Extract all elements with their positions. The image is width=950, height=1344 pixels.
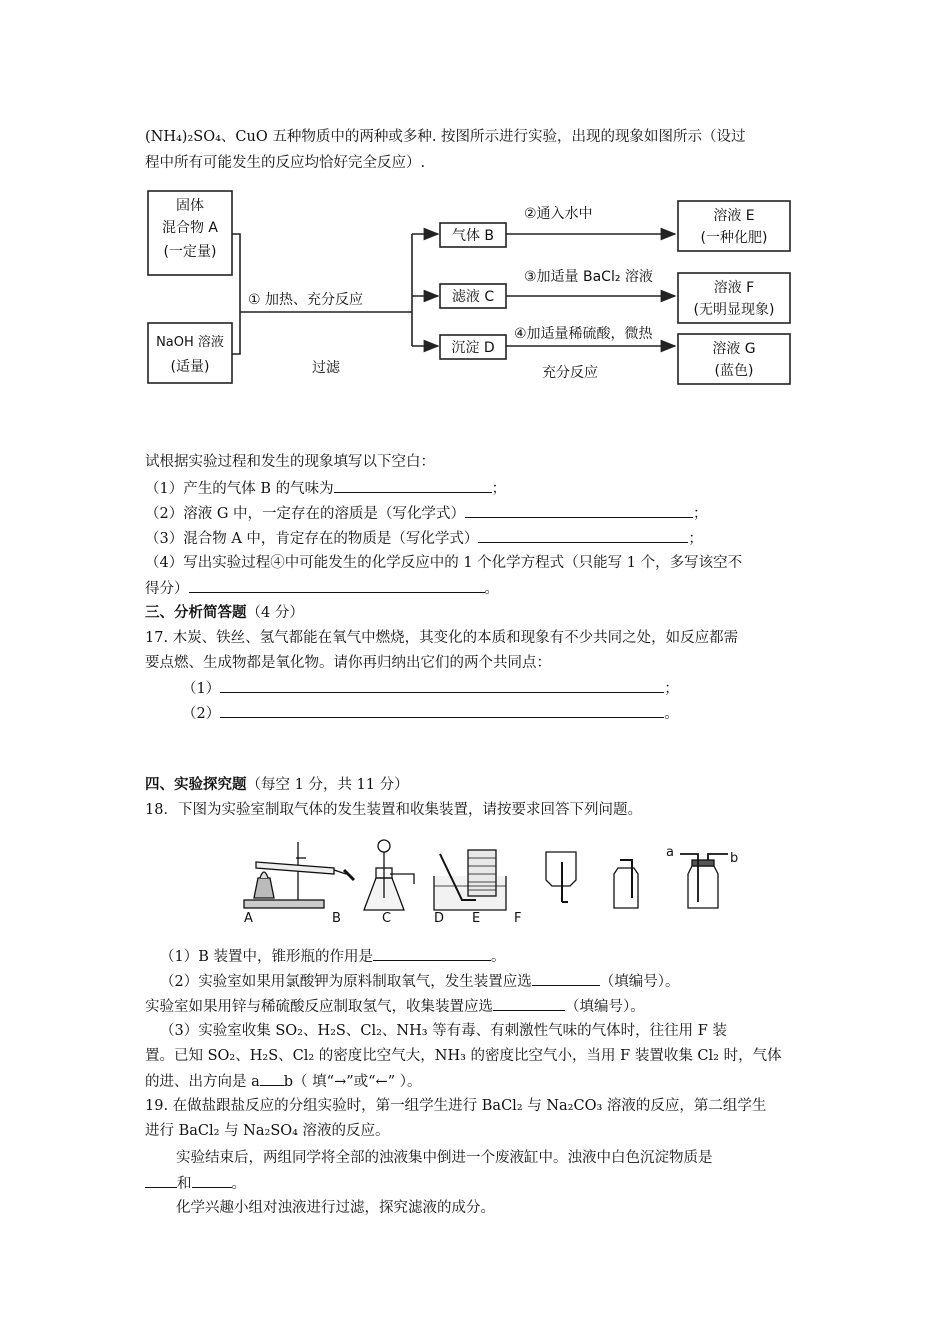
answer-blank[interactable]: [220, 703, 664, 718]
label-f: F: [514, 911, 522, 926]
q17-line-2: 要点燃、生成物都是氧化物。请你再归纳出它们的两个共同点：: [145, 655, 551, 671]
q16-item-4b: 得分） 。: [145, 578, 499, 599]
box-a-line-3: (一定量): [163, 244, 217, 260]
port-a-label: a: [666, 845, 674, 860]
label-e: E: [472, 911, 481, 926]
q19-line-2: 进行 BaCl₂ 与 Na₂SO₄ 溶液的反应。: [145, 1123, 390, 1139]
section-4-heading: 四、实验探究题（每空 1 分，共 11 分）: [145, 776, 409, 793]
q17-answer-1: （1） ；: [182, 678, 679, 699]
q17-answer-2: （2） 。: [182, 703, 679, 724]
sol-e-line-2: (一种化肥): [700, 230, 768, 246]
step-2-label: ②通入水中: [524, 206, 593, 222]
sol-f-line-2: (无明显现象): [693, 302, 775, 318]
step-4-label-b: 充分反应: [542, 365, 598, 381]
q18-sub-3c: 的进、出方向是 a b（ 填“→”或“←” ）。: [145, 1071, 421, 1092]
step-1-label: ① 加热、充分反应: [248, 292, 364, 308]
sol-g-line-2: (蓝色): [714, 363, 754, 379]
step-4-label: ④加适量稀硫酸，微热: [514, 326, 653, 342]
answer-blank[interactable]: [334, 478, 492, 493]
answer-blank[interactable]: [478, 528, 688, 543]
answer-blank[interactable]: [189, 578, 485, 593]
filtrate-c-label: 滤液 C: [451, 289, 495, 305]
q19-line-5: 化学兴趣小组对浊液进行过滤，探究滤液的成分。: [176, 1200, 495, 1216]
answer-blank[interactable]: [532, 971, 600, 986]
q18-sub-3b: 置。已知 SO₂、H₂S、Cl₂ 的密度比空气大，NH₃ 的密度比空气小，当用 F 装置收集 Cl₂ 时，气体: [145, 1048, 782, 1064]
label-c: C: [382, 911, 392, 926]
box-naoh-line-1: NaOH 溶液: [156, 335, 224, 350]
q16-item-3: （3）混合物 A 中，肯定存在的物质是（写化学式） ；: [145, 528, 703, 549]
answer-blank[interactable]: [493, 996, 565, 1011]
sol-f-line-1: 溶液 F: [713, 280, 755, 296]
q19-line-1: 19. 在做盐跟盐反应的分组实验时，第一组学生进行 BaCl₂ 与 Na₂CO₃ 溶液的反应，第二组学生: [145, 1098, 767, 1114]
section-3-heading: 三、分析简答题（4 分）: [145, 604, 304, 621]
step-3-label: ③加适量 BaCl₂ 溶液: [524, 269, 653, 285]
answer-blank[interactable]: [465, 503, 693, 518]
label-a: A: [244, 911, 253, 926]
q16-item-4: （4）写出实验过程④中可能发生的化学反应中的 1 个化学方程式（只能写 1 个，多写该空不: [145, 555, 743, 571]
box-a-line-2: 混合物 A: [161, 220, 219, 236]
apparatus-figure: [236, 828, 756, 928]
intro-line-2: 程中所有可能发生的反应均恰好完全反应）.: [145, 155, 426, 171]
q18-sub-1: （1）B 装置中，锥形瓶的作用是 。: [160, 946, 506, 967]
flow-diagram: [140, 186, 800, 406]
label-b: B: [332, 911, 341, 926]
port-b-label: b: [730, 851, 739, 866]
q19-line-4: 和 。: [145, 1173, 246, 1194]
q17-line-1: 17. 木炭、铁丝、氢气都能在氧气中燃烧，其变化的本质和现象有不少共同之处，如反应都需: [145, 630, 739, 646]
answer-blank[interactable]: [373, 946, 491, 961]
q16-item-2: （2）溶液 G 中，一定存在的溶质是（写化学式） ；: [145, 503, 708, 524]
precip-d-label: 沉淀 D: [451, 340, 495, 356]
sol-e-line-1: 溶液 E: [713, 208, 755, 224]
box-a-line-1: 固体: [176, 198, 204, 214]
answer-blank[interactable]: [260, 1071, 284, 1086]
answer-blank[interactable]: [220, 678, 664, 693]
q18-sub-2b: 实验室如果用锌与稀硫酸反应制取氢气，收集装置应选 （填编号）。: [145, 996, 645, 1017]
gas-b-label: 气体 B: [451, 228, 495, 244]
sol-g-line-1: 溶液 G: [712, 341, 756, 357]
box-naoh-line-2: (适量): [170, 359, 210, 375]
answer-blank[interactable]: [192, 1173, 232, 1188]
intro-line-1: (NH₄)₂SO₄、CuO 五种物质中的两种或多种. 按图所示进行实验，出现的现象如图所示（设过: [145, 129, 746, 145]
q18-sub-3a: （3）实验室收集 SO₂、H₂S、Cl₂、NH₃ 等有毒、有刺激性气味的气体时，往往用 F 装: [160, 1023, 727, 1039]
answer-blank[interactable]: [145, 1173, 177, 1188]
q19-line-3: 实验结束后，两组同学将全部的浊液集中倒进一个废液缸中。浊液中白色沉淀物质是: [176, 1150, 713, 1166]
q16-item-1: （1）产生的气体 B 的气味为 ；: [145, 478, 506, 499]
q18-sub-2a: （2）实验室如果用氯酸钾为原料制取氧气，发生装置应选 （填编号）。: [160, 971, 679, 992]
q18-line-1: 18．下图为实验室制取气体的发生装置和收集装置，请按要求回答下列问题。: [145, 802, 642, 818]
filter-label: 过滤: [312, 360, 340, 376]
label-d: D: [434, 911, 445, 926]
q16-prompt: 试根据实验过程和发生的现象填写以下空白：: [145, 454, 435, 470]
